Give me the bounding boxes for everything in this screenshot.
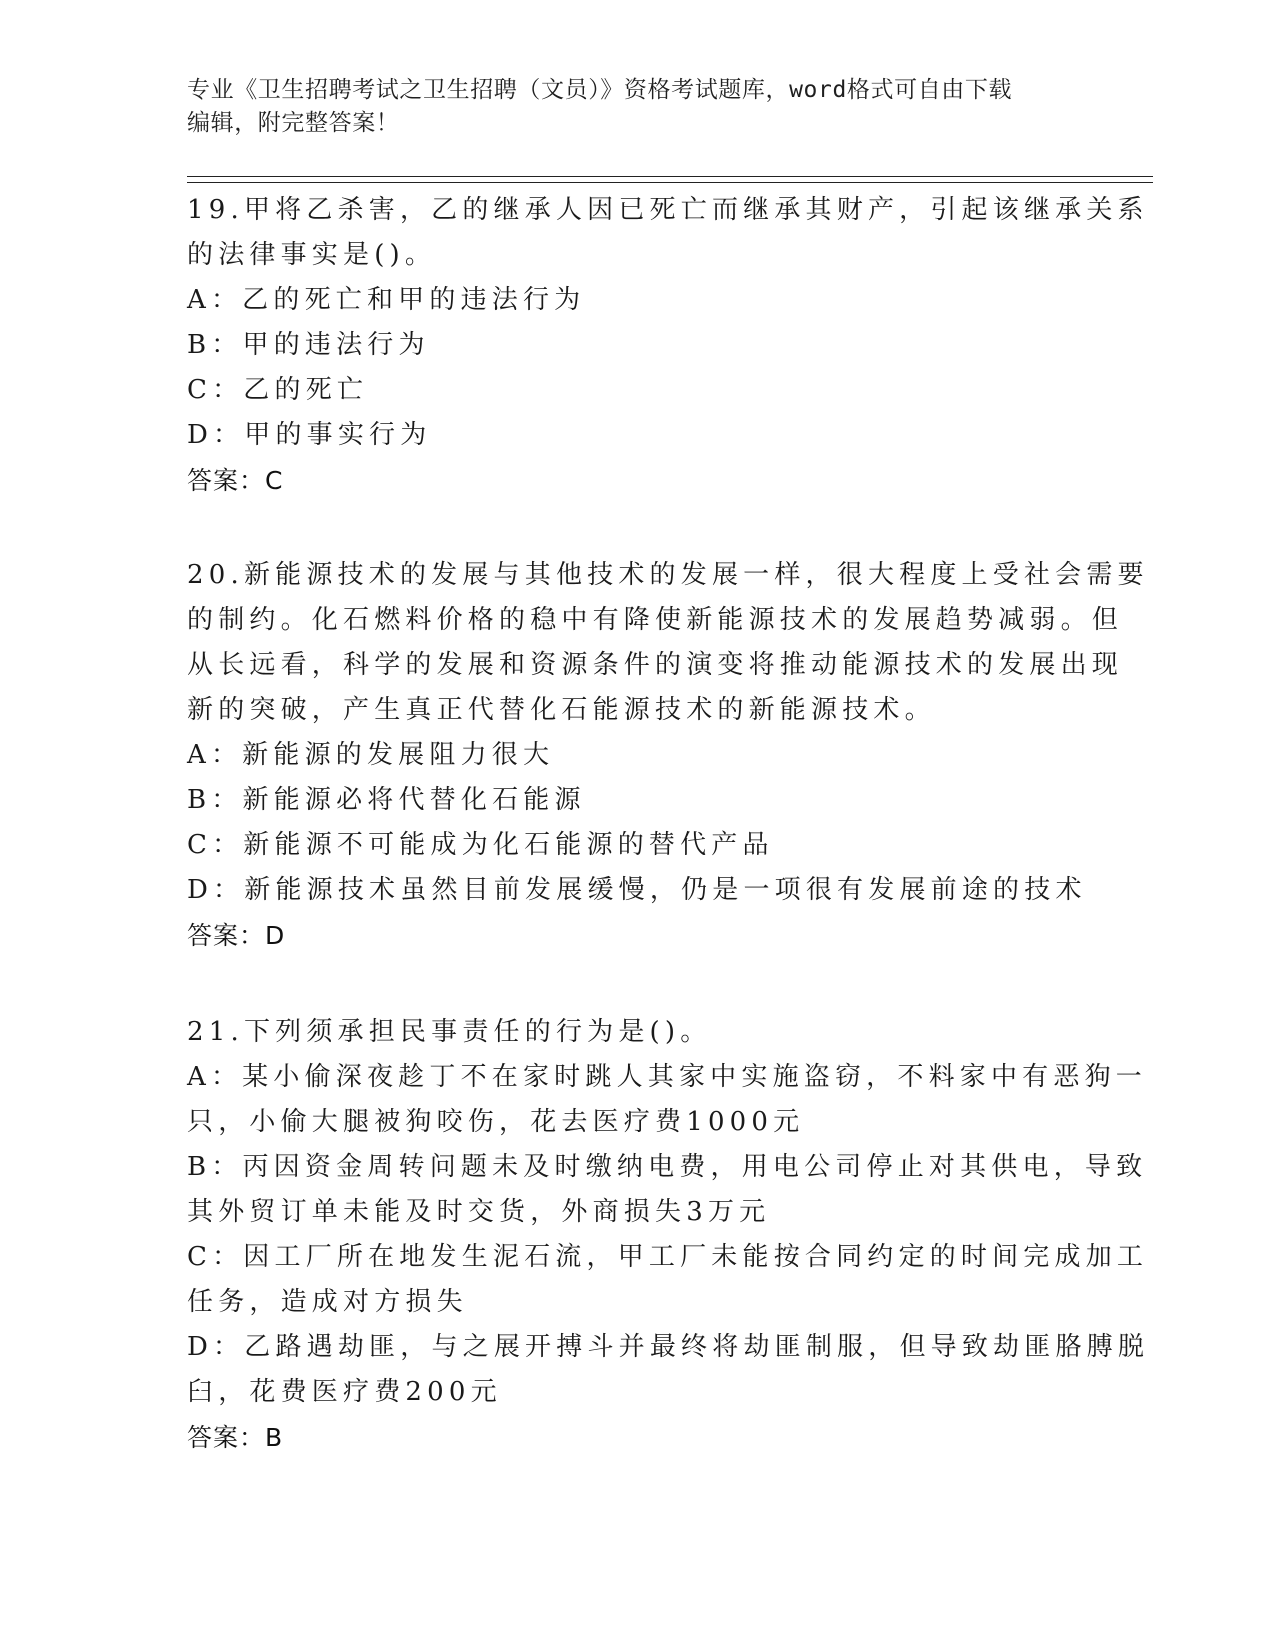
option-b: B：甲的违法行为 <box>187 330 430 360</box>
option-a: A：乙的死亡和甲的违法行为 <box>187 285 586 315</box>
answer-label: 答案：D <box>187 921 286 950</box>
option-a: A：某小偷深夜趁丁不在家时跳人其家中实施盗窃，不料家中有恶狗一 <box>187 1062 1147 1092</box>
option-d-continued: 臼，花费医疗费200元 <box>187 1377 502 1407</box>
header-divider-top <box>187 176 1153 177</box>
question-text-line: 从长远看，科学的发展和资源条件的演变将推动能源技术的发展出现 <box>187 650 1124 680</box>
option-b: B：丙因资金周转问题未及时缴纳电费，用电公司停止对其供电，导致 <box>187 1152 1148 1182</box>
question-20 <box>187 553 1149 958</box>
header-line-1: 专业《卫生招聘考试之卫生招聘（文员）》资格考试题库，word格式可自由下载 <box>187 77 1013 103</box>
question-text-line: 19.甲将乙杀害，乙的继承人因已死亡而继承其财产，引起该继承关系 <box>187 195 1149 225</box>
option-d: D：甲的事实行为 <box>187 420 432 450</box>
header-divider-bottom <box>187 182 1153 183</box>
option-a-continued: 只，小偷大腿被狗咬伤，花去医疗费1000元 <box>187 1107 805 1137</box>
question-text-line: 21.下列须承担民事责任的行为是()。 <box>187 1017 712 1047</box>
question-21 <box>187 1010 1150 1460</box>
document-header <box>187 74 1087 140</box>
option-c: C：新能源不可能成为化石能源的替代产品 <box>187 830 774 860</box>
option-c: C：因工厂所在地发生泥石流，甲工厂未能按合同约定的时间完成加工 <box>187 1242 1149 1272</box>
option-b: B：新能源必将代替化石能源 <box>187 785 586 815</box>
question-text-line: 新的突破，产生真正代替化石能源技术的新能源技术。 <box>187 695 936 725</box>
option-c-continued: 任务，造成对方损失 <box>187 1287 468 1317</box>
question-text-line: 的法律事实是()。 <box>187 240 437 270</box>
question-19 <box>187 188 1149 503</box>
question-text-line: 的制约。化石燃料价格的稳中有降使新能源技术的发展趋势减弱。但 <box>187 605 1124 635</box>
option-b-continued: 其外贸订单未能及时交货，外商损失3万元 <box>187 1197 771 1227</box>
option-a: A：新能源的发展阻力很大 <box>187 740 555 770</box>
answer-label: 答案：B <box>187 1423 284 1452</box>
header-line-2: 编辑，附完整答案！ <box>187 110 400 136</box>
answer-label: 答案：C <box>187 466 284 495</box>
option-d: D：新能源技术虽然目前发展缓慢，仍是一项很有发展前途的技术 <box>187 875 1087 905</box>
question-text-line: 20.新能源技术的发展与其他技术的发展一样，很大程度上受社会需要 <box>187 560 1149 590</box>
option-d: D：乙路遇劫匪，与之展开搏斗并最终将劫匪制服，但导致劫匪胳膊脱 <box>187 1332 1150 1362</box>
option-c: C：乙的死亡 <box>187 375 369 405</box>
